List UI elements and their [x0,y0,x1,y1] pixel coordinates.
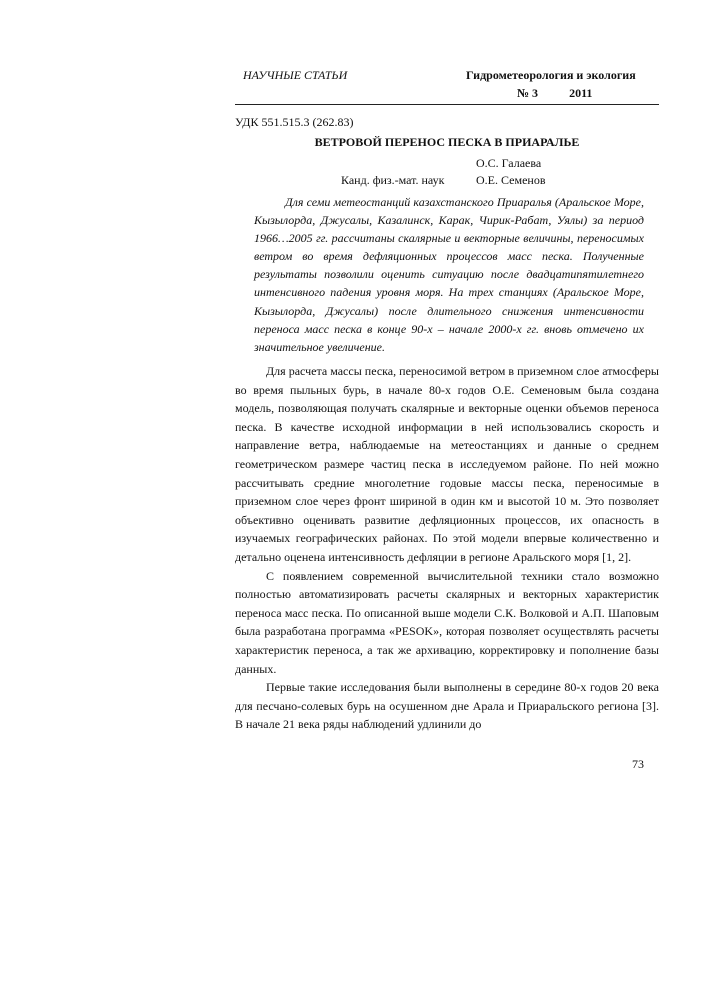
issue-info [517,86,592,101]
page-number: 73 [632,757,644,771]
issue-number: № 3 [517,86,539,100]
author-1: О.С. Галаева [476,156,542,170]
body-paragraph: Для расчета массы песка, переносимой ветром в приземном слое атмосферы во время пыльных бурь, в начале 80-х годов О.Е. Семеновым была создана модель, позволяющая получать скалярные и векторные оценки объемов переноса песка. В качестве исходной информации в ней использовались скорость и направление ветра, наблюдаемые на метеостанциях и данные о среднем геометрическом размере частиц песка в исследуемом районе. По ней можно рассчитывать средние многолетние годовые массы песка, переносимые в приземном слое через фронт шириной в один км и высотой 10 м. Это позволяет объективно оценивать развитие дефляционных процессов, их опасность в изучаемых географических районах. По этой модели впервые количественно и детально оценена интенсивность дефляции в регионе Аральского моря [1, 2]. [235,364,659,564]
article-title: ВЕТРОВОЙ ПЕРЕНОС ПЕСКА В ПРИАРАЛЬЕ [314,135,580,149]
authors-block [235,156,659,190]
udk-code: УДК 551.515.3 (262.83) [235,115,354,129]
section-label: НАУЧНЫЕ СТАТЬИ [243,68,348,82]
header-divider [235,104,659,105]
body-paragraph: Первые такие исследования были выполнены в середине 80-х годов 20 века для песчано-солевых бурь на осушенном дне Арала и Приаральского региона [3]. В начале 21 века ряды наблюдений удлинили до [235,680,659,732]
author-2: О.Е. Семенов [476,173,546,187]
journal-name: Гидрометеорология и экология [466,68,636,82]
issue-year: 2011 [569,86,593,100]
abstract: Для семи метеостанций казахстанского Приаралья (Аральское Море, Кызылорда, Джусалы, Казалинск, Карак, Чирик-Рабат, Уялы) за период 1966…2005 гг. рассчитаны скалярные и векторные величины, переносимых ветром во время дефляционных процессов масс песка. Полученные результаты позволили оценить ситуацию после двадцатипятилетнего интенсивного падения уровня моря. На трех станциях (Аральское Море, Кызылорда, Джусалы) после длительного снижения интенсивности переноса масс песка в конце 90-х – начале 2000-х гг. вновь отмечено их значительное увеличение. [254,195,644,354]
body-paragraph: С появлением современной вычислительной техники стало возможно полностью автоматизировать расчеты скалярных и векторных характеристик переноса масс песка. По описанной выше модели С.К. Волковой и А.П. Шаповым была разработана программа «PESOK», которая позволяет осуществлять расчеты характеристик переноса, а так же архивацию, корректировку и пополнение базы данных. [235,568,659,676]
author-degree: Канд. физ.-мат. наук [341,173,445,187]
article-body [235,362,659,734]
